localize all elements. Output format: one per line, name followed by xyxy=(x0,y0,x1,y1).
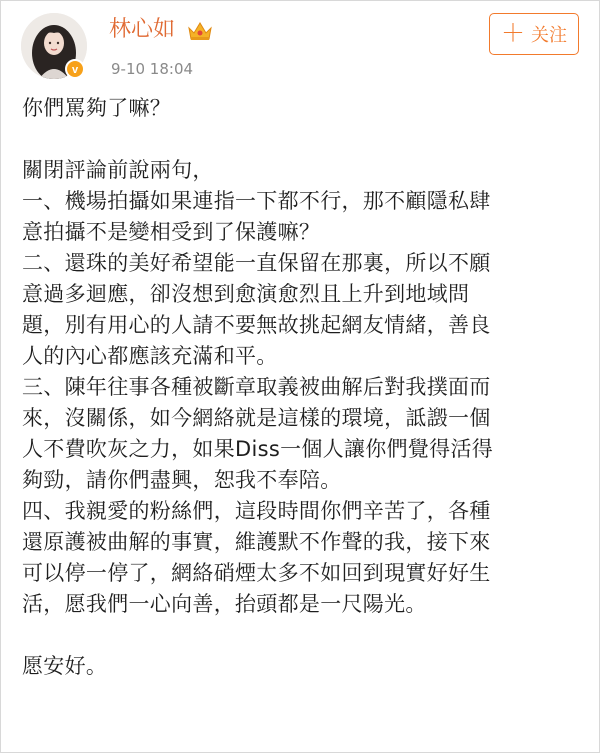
post-line: 二、還珠的美好希望能一直保留在那裏，所以不願 xyxy=(22,251,491,275)
post-line: 夠勁，請你們盡興，恕我不奉陪。 xyxy=(22,468,342,492)
post-text xyxy=(22,93,582,682)
svg-text:v: v xyxy=(71,64,79,76)
post-line: 題，別有用心的人請不要無故挑起網友情緒，善良 xyxy=(22,313,491,337)
follow-label: 关注 xyxy=(531,25,567,46)
follow-button[interactable] xyxy=(489,13,579,55)
post-line xyxy=(22,124,582,155)
post-line: 意拍攝不是變相受到了保護嘛？ xyxy=(22,220,321,244)
post-line: 意過多迴應，卻沒想到愈演愈烈且上升到地域問 xyxy=(22,282,470,306)
post-line: 人不費吹灰之力，如果Diss一個人讓你們覺得活得 xyxy=(22,437,494,461)
post-line: 人的內心都應該充滿和平。 xyxy=(22,344,278,368)
verified-badge-icon xyxy=(65,59,85,79)
post-line: 你們罵夠了嘛？ xyxy=(22,96,172,120)
post-line: 三、陳年往事各種被斷章取義被曲解后對我撲面而 xyxy=(22,375,491,399)
author-name[interactable]: 林心如 xyxy=(109,17,176,42)
plus-icon: ＋ xyxy=(501,19,525,47)
post-line: 關閉評論前說兩句， xyxy=(22,158,214,182)
post-line: 可以停一停了，網絡硝煙太多不如回到現實好好生 xyxy=(22,561,491,585)
post-line: 四、我親愛的粉絲們，這段時間你們辛苦了，各種 xyxy=(22,499,491,523)
post-line: 愿安好。 xyxy=(22,654,108,678)
post-line: 還原護被曲解的事實，維護默不作聲的我，接下來 xyxy=(22,530,491,554)
post-line: 一、機場拍攝如果連指一下都不行，那不顧隱私肆 xyxy=(22,189,491,213)
post-line: 來，沒關係，如今網絡就是這樣的環境，詆譭一個 xyxy=(22,406,491,430)
post-line: 活，愿我們一心向善，抬頭都是一尺陽光。 xyxy=(22,592,427,616)
crown-icon xyxy=(187,20,213,42)
post-line xyxy=(22,620,582,651)
post-timestamp: 9-10 18:04 xyxy=(111,60,194,78)
